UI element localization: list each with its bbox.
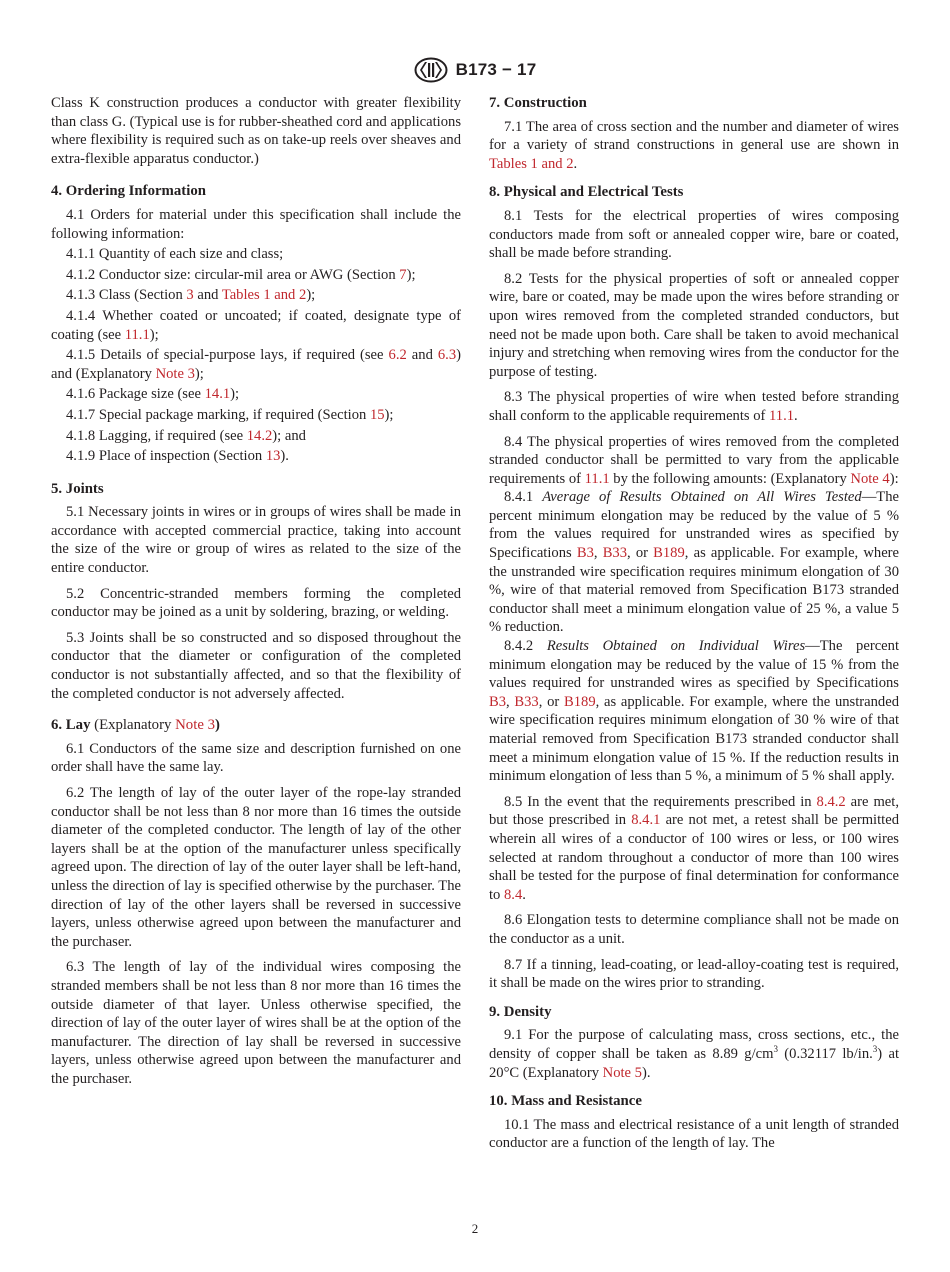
link-b189-2[interactable]: B189 (564, 693, 596, 710)
para-8-4-1: 8.4.1 Average of Results Obtained on All Wires Tested—The percent minimum elongation may be reduced by the value of 5 % from the values required for unstranded wires as specified by Specifications B3, B33, or B189, as applicable. For example, where the unstranded wire specification requires minimum elongation of 30 %, wire of that material removed from Specification B173 stranded conductor shall meet a minimum elongation value of 25 %, a value 5 % reduction. (489, 489, 900, 636)
left-column (51, 94, 461, 1089)
para-8-6: 8.6 Elongation tests to determine compliance shall not be made on the conductor as a unit. (489, 912, 899, 947)
link-section-15[interactable]: 15 (369, 406, 385, 423)
item-4-1-4: 4.1.4 Whether coated or uncoated; if coated, designate type of coating (see 11.1); (51, 307, 461, 343)
link-note-5[interactable]: Note 5 (602, 1064, 642, 1081)
link-note-3[interactable]: Note 3 (155, 365, 195, 382)
item-4-1-7: 4.1.7 Special package marking, if required (Section 15); (66, 406, 394, 423)
para-8-2: 8.2 Tests for the physical properties of soft or annealed copper wire, bare or coated, may be made upon the wires before stranding or upon wires removed from the completed stranded conductors, but need not be made upon both. Care shall be taken to avoid mechanical injury and stretching when removing wires from the conductor for the purpose of testing. (489, 270, 899, 380)
section-9-heading: 9. Density (489, 1003, 552, 1020)
item-4-1-3: 4.1.3 Class (Section 3 and Tables 1 and 2); (66, 287, 316, 304)
para-8-1: 8.1 Tests for the electrical properties of wires composing conductors made from soft or annealed copper wire, bare or coated, shall be made before stranding. (489, 207, 899, 262)
link-section-7[interactable]: 7 (399, 266, 407, 283)
right-column (489, 94, 899, 1153)
link-b3-2[interactable]: B3 (489, 693, 507, 710)
link-note-4[interactable]: Note 4 (850, 470, 890, 487)
link-tables-1-2[interactable]: Tables 1 and 2 (221, 287, 307, 304)
para-7-1: 7.1 The area of cross section and the number and diameter of wires for a variety of strand constructions in general use are shown in Tables 1 and 2. (489, 118, 899, 172)
link-14-2[interactable]: 14.2 (246, 427, 273, 444)
para-4-1: 4.1 Orders for material under this specification shall include the following information: (51, 206, 461, 242)
link-section-13[interactable]: 13 (265, 448, 281, 465)
para-8-3: 8.3 The physical properties of wire when tested before stranding shall conform to the applicable requirements of 11.1. (489, 389, 899, 424)
section-4-heading: 4. Ordering Information (51, 183, 206, 200)
link-8-4-1[interactable]: 8.4.1 (631, 812, 661, 829)
link-tables-1-2-construction[interactable]: Tables 1 and 2 (489, 155, 574, 172)
para-6-3: 6.3 The length of lay of the individual wires composing the stranded members shall be not less than 8 nor more than 16 times the outside diameter of that layer. Unless otherwise specified, the direction of lay of the outer layer of wires shall be at the option of the manufacturer. The direction of lay shall be reversed in successive layers, unless otherwise agreed upon between the manufacturer and the purchaser. (51, 959, 461, 1087)
link-section-3[interactable]: 3 (186, 287, 194, 304)
link-b3[interactable]: B3 (576, 545, 594, 562)
para-5-2: 5.2 Concentric-stranded members forming the completed conductor may be joined as a unit by soldering, brazing, or welding. (51, 585, 461, 621)
section-5-heading: 5. Joints (51, 480, 104, 497)
para-6-2: 6.2 The length of lay of the outer layer of the rope-lay stranded conductor shall be not less than 8 nor more than 16 times the outside diameter of the completed conductor. The length of lay of the other layers shall be at the option of the manufacturer unless specifically agreed upon. The direction of lay of the outer layer shall be left-hand, unless the direction of lay is specified otherwise by the purchaser. The direction of lay of the other layers shall be reversed in successive layers, unless otherwise agreed upon between the manufacturer and the purchaser. (51, 785, 461, 950)
item-4-1-5: 4.1.5 Details of special-purpose lays, if required (see 6.2 and 6.3) and (Explanatory Note 3); (51, 347, 461, 382)
link-8-4-2[interactable]: 8.4.2 (816, 793, 846, 810)
link-b189[interactable]: B189 (653, 545, 685, 562)
link-6-2[interactable]: 6.2 (388, 347, 407, 364)
link-8-4[interactable]: 8.4 (504, 886, 523, 903)
para-10-1: 10.1 The mass and electrical resistance of a unit length of stranded conductor are a function of the length of lay. The (489, 1116, 899, 1152)
para-8-5: 8.5 In the event that the requirements prescribed in 8.4.2 are met, but those prescribed in 8.4.1 are not met, a retest shall be permitted wherein all wires of a conductor of 100 wires or less, or 100 wires selected at random throughout a conductor of more than 100 wires shall be tested for the purpose of final determination for conformance to 8.4. (489, 793, 899, 903)
para-5-3: 5.3 Joints shall be so constructed and so disposed throughout the conductor that the diameter or configuration of the completed conductor is not substantially affected, and so that the flexibility of the completed conductor is not adversely affected. (51, 629, 461, 702)
link-note-3-heading[interactable]: Note 3 (175, 717, 215, 734)
section-10-heading: 10. Mass and Resistance (489, 1093, 642, 1110)
section-7-heading: 7. Construction (489, 95, 587, 111)
link-b33-2[interactable]: B33 (514, 693, 539, 710)
para-8-4: 8.4 The physical properties of wires removed from the completed stranded conductor shall be permitted to vary from the applicable requirements of 11.1 by the following amounts: (Explanatory Note 4): (489, 433, 899, 487)
item-4-1-2: 4.1.2 Conductor size: circular-mil area or AWG (Section 7); (66, 266, 416, 283)
astm-logo-icon (414, 57, 448, 83)
link-14-1[interactable]: 14.1 (204, 386, 231, 403)
link-11-1-8-4[interactable]: 11.1 (584, 470, 610, 487)
para-6-1: 6.1 Conductors of the same size and description furnished on one order shall have the same lay. (51, 740, 461, 776)
item-4-1-8: 4.1.8 Lagging, if required (see 14.2); and (66, 427, 306, 444)
para-8-4-2: 8.4.2 Results Obtained on Individual Wires—The percent minimum elongation may be reduced by the value of 15 % from the values required for unstranded wires as specified by Specifications B3, B33, or B189, as applicable. For example, where the unstranded wire specification requires minimum elongation of 30 % wire of that material removed from Specification B173 stranded conductor shall meet a minimum elongation value of 15 %. If the reduction results in minimum elongation of less than 5 %, a minimum of 5 % shall apply. (489, 638, 900, 785)
link-6-3[interactable]: 6.3 (437, 347, 457, 364)
item-4-1-1: 4.1.1 Quantity of each size and class; (66, 246, 284, 263)
link-b33[interactable]: B33 (602, 545, 628, 562)
link-11-1[interactable]: 11.1 (124, 326, 150, 343)
intro-paragraph: Class K construction produces a conductor with greater flexibility than class G. (Typical use is for rubber-sheathed cord and applications where flexibility is required such as on take-up reels over sheaves and extra-flexible apparatus conductor.) (51, 95, 462, 167)
item-4-1-9: 4.1.9 Place of inspection (Section 13). (66, 448, 289, 465)
link-11-1-8-3[interactable]: 11.1 (769, 407, 795, 424)
document-designation: B173 − 17 (455, 60, 537, 79)
para-9-1: 9.1 For the purpose of calculating mass, cross sections, etc., the density of copper shall be taken as 8.89 $g/cm^3$ (0.32117 lb/in.$^3$) at 20°C (Explanatory Note 5). (489, 1027, 900, 1081)
para-8-7: 8.7 If a tinning, lead-coating, or lead-alloy-coating test is required, it shall be made on the wires prior to stranding. (489, 956, 899, 992)
page-header (0, 56, 950, 84)
section-8-heading: 8. Physical and Electrical Tests (489, 184, 684, 201)
item-4-1-6: 4.1.6 Package size (see 14.1); (66, 386, 240, 403)
para-5-1: 5.1 Necessary joints in wires or in groups of wires shall be made in accordance with accepted commercial practice, taking into account the size of the wire or group of wires as related to the size of the entire conductor. (51, 504, 461, 577)
section-6-heading: 6. Lay (Explanatory Note 3) (51, 717, 220, 734)
page-number: 2 (471, 1221, 479, 1236)
